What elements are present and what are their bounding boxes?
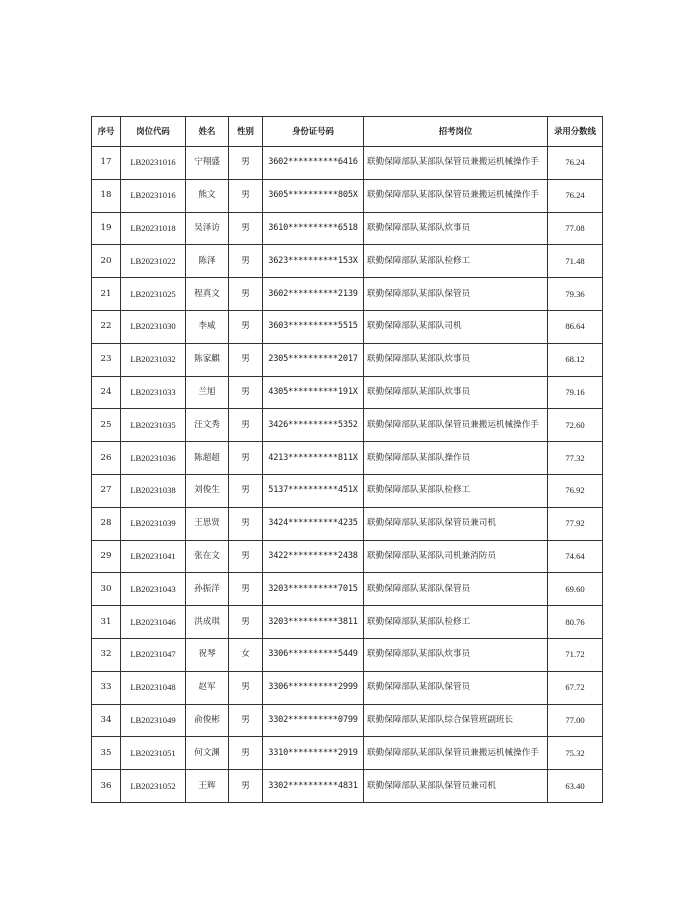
- cell-position: 联勤保障部队某部队综合保管班副班长: [364, 704, 548, 737]
- cell-position-code: LB20231018: [121, 212, 186, 245]
- cell-position: 联勤保障部队某部队检修工: [364, 474, 548, 507]
- table-body: [92, 147, 603, 803]
- recruitment-table: [91, 116, 603, 803]
- cell-gender: 男: [229, 376, 263, 409]
- cell-name: 吴泽访: [186, 212, 229, 245]
- cell-position-code: LB20231038: [121, 474, 186, 507]
- cell-name: 陈泽: [186, 245, 229, 278]
- cell-no: 25: [92, 409, 121, 442]
- cell-position: 联勤保障部队某部队炊事员: [364, 343, 548, 376]
- cell-position-code: LB20231041: [121, 540, 186, 573]
- table-row: [92, 245, 603, 278]
- cell-position: 联勤保障部队某部队保管员兼搬运机械操作手: [364, 179, 548, 212]
- cell-gender: 男: [229, 474, 263, 507]
- cell-id-number: 3422**********2438: [263, 540, 364, 573]
- cell-score: 77.00: [548, 704, 603, 737]
- cell-name: 宁翔盛: [186, 147, 229, 180]
- table-row: [92, 442, 603, 475]
- cell-position-code: LB20231047: [121, 638, 186, 671]
- cell-id-number: 3203**********7015: [263, 573, 364, 606]
- table-row: [92, 638, 603, 671]
- cell-id-number: 3306**********5449: [263, 638, 364, 671]
- cell-id-number: 4305**********191X: [263, 376, 364, 409]
- cell-no: 29: [92, 540, 121, 573]
- header-name: 姓名: [186, 117, 229, 147]
- cell-gender: 男: [229, 606, 263, 639]
- cell-score: 72.60: [548, 409, 603, 442]
- cell-gender: 男: [229, 442, 263, 475]
- cell-id-number: 3602**********6416: [263, 147, 364, 180]
- header-gender: 性别: [229, 117, 263, 147]
- cell-no: 35: [92, 737, 121, 770]
- cell-gender: 男: [229, 147, 263, 180]
- table-row: [92, 573, 603, 606]
- table-row: [92, 737, 603, 770]
- cell-name: 祝琴: [186, 638, 229, 671]
- cell-position: 联勤保障部队某部队司机: [364, 310, 548, 343]
- cell-position: 联勤保障部队某部队保管员: [364, 573, 548, 606]
- table-row: [92, 343, 603, 376]
- cell-score: 75.32: [548, 737, 603, 770]
- cell-score: 79.16: [548, 376, 603, 409]
- cell-position: 联勤保障部队某部队保管员兼司机: [364, 507, 548, 540]
- cell-id-number: 3426**********5352: [263, 409, 364, 442]
- cell-position-code: LB20231046: [121, 606, 186, 639]
- cell-name: 王思贤: [186, 507, 229, 540]
- cell-no: 18: [92, 179, 121, 212]
- table-row: [92, 507, 603, 540]
- cell-no: 27: [92, 474, 121, 507]
- cell-position-code: LB20231051: [121, 737, 186, 770]
- cell-score: 77.08: [548, 212, 603, 245]
- cell-score: 71.72: [548, 638, 603, 671]
- cell-id-number: 3310**********2919: [263, 737, 364, 770]
- cell-no: 26: [92, 442, 121, 475]
- cell-name: 李威: [186, 310, 229, 343]
- cell-id-number: 3603**********5515: [263, 310, 364, 343]
- cell-score: 76.92: [548, 474, 603, 507]
- table-row: [92, 770, 603, 803]
- cell-position-code: LB20231033: [121, 376, 186, 409]
- cell-id-number: 2305**********2017: [263, 343, 364, 376]
- header-position-code: 岗位代码: [121, 117, 186, 147]
- cell-name: 陈家麒: [186, 343, 229, 376]
- table-row: [92, 474, 603, 507]
- cell-position-code: LB20231049: [121, 704, 186, 737]
- cell-no: 24: [92, 376, 121, 409]
- cell-score: 74.64: [548, 540, 603, 573]
- cell-name: 俞俊彬: [186, 704, 229, 737]
- cell-position-code: LB20231032: [121, 343, 186, 376]
- cell-position-code: LB20231052: [121, 770, 186, 803]
- cell-score: 67.72: [548, 671, 603, 704]
- cell-position: 联勤保障部队某部队保管员兼搬运机械操作手: [364, 147, 548, 180]
- cell-id-number: 3424**********4235: [263, 507, 364, 540]
- cell-gender: 男: [229, 245, 263, 278]
- header-no: 序号: [92, 117, 121, 147]
- cell-name: 熊文: [186, 179, 229, 212]
- cell-no: 30: [92, 573, 121, 606]
- cell-gender: 男: [229, 573, 263, 606]
- cell-no: 28: [92, 507, 121, 540]
- table-header-row: [92, 117, 603, 147]
- cell-no: 36: [92, 770, 121, 803]
- table-row: [92, 147, 603, 180]
- table-row: [92, 704, 603, 737]
- cell-position: 联勤保障部队某部队保管员兼搬运机械操作手: [364, 409, 548, 442]
- cell-score: 76.24: [548, 179, 603, 212]
- cell-score: 63.40: [548, 770, 603, 803]
- cell-position-code: LB20231043: [121, 573, 186, 606]
- cell-no: 17: [92, 147, 121, 180]
- header-position: 招考岗位: [364, 117, 548, 147]
- cell-id-number: 3203**********3811: [263, 606, 364, 639]
- cell-position: 联勤保障部队某部队检修工: [364, 245, 548, 278]
- cell-score: 76.24: [548, 147, 603, 180]
- table-row: [92, 671, 603, 704]
- cell-position: 联勤保障部队某部队司机兼消防员: [364, 540, 548, 573]
- table-row: [92, 409, 603, 442]
- cell-id-number: 5137**********451X: [263, 474, 364, 507]
- cell-score: 71.48: [548, 245, 603, 278]
- cell-id-number: 3610**********6518: [263, 212, 364, 245]
- cell-gender: 男: [229, 212, 263, 245]
- cell-id-number: 3302**********0799: [263, 704, 364, 737]
- table-row: [92, 310, 603, 343]
- cell-name: 何文渊: [186, 737, 229, 770]
- cell-no: 22: [92, 310, 121, 343]
- cell-gender: 男: [229, 179, 263, 212]
- cell-score: 77.92: [548, 507, 603, 540]
- cell-position: 联勤保障部队某部队保管员兼搬运机械操作手: [364, 737, 548, 770]
- cell-position-code: LB20231016: [121, 147, 186, 180]
- cell-position-code: LB20231035: [121, 409, 186, 442]
- cell-name: 兰旭: [186, 376, 229, 409]
- cell-id-number: 4213**********811X: [263, 442, 364, 475]
- cell-gender: 男: [229, 310, 263, 343]
- cell-gender: 男: [229, 507, 263, 540]
- cell-position: 联勤保障部队某部队保管员: [364, 278, 548, 311]
- cell-position-code: LB20231048: [121, 671, 186, 704]
- cell-score: 80.76: [548, 606, 603, 639]
- cell-position-code: LB20231016: [121, 179, 186, 212]
- cell-position: 联勤保障部队某部队炊事员: [364, 212, 548, 245]
- cell-name: 陈超超: [186, 442, 229, 475]
- cell-id-number: 3302**********4831: [263, 770, 364, 803]
- cell-position-code: LB20231039: [121, 507, 186, 540]
- cell-no: 23: [92, 343, 121, 376]
- cell-name: 张在文: [186, 540, 229, 573]
- header-id-number: 身份证号码: [263, 117, 364, 147]
- cell-score: 79.36: [548, 278, 603, 311]
- cell-name: 王辉: [186, 770, 229, 803]
- cell-no: 31: [92, 606, 121, 639]
- cell-name: 刘俊生: [186, 474, 229, 507]
- cell-id-number: 3605**********805X: [263, 179, 364, 212]
- cell-gender: 男: [229, 343, 263, 376]
- cell-position: 联勤保障部队某部队检修工: [364, 606, 548, 639]
- cell-gender: 男: [229, 409, 263, 442]
- cell-position-code: LB20231036: [121, 442, 186, 475]
- cell-id-number: 3623**********153X: [263, 245, 364, 278]
- header-score: 录用分数线: [548, 117, 603, 147]
- cell-gender: 男: [229, 704, 263, 737]
- table-row: [92, 278, 603, 311]
- cell-position: 联勤保障部队某部队炊事员: [364, 376, 548, 409]
- cell-position-code: LB20231030: [121, 310, 186, 343]
- cell-position: 联勤保障部队某部队操作员: [364, 442, 548, 475]
- table-row: [92, 376, 603, 409]
- cell-gender: 男: [229, 737, 263, 770]
- cell-name: 赵军: [186, 671, 229, 704]
- cell-gender: 男: [229, 671, 263, 704]
- table-row: [92, 540, 603, 573]
- cell-name: 程真文: [186, 278, 229, 311]
- cell-no: 20: [92, 245, 121, 278]
- cell-position-code: LB20231022: [121, 245, 186, 278]
- cell-gender: 女: [229, 638, 263, 671]
- table-row: [92, 212, 603, 245]
- cell-position: 联勤保障部队某部队保管员: [364, 671, 548, 704]
- cell-no: 19: [92, 212, 121, 245]
- cell-no: 21: [92, 278, 121, 311]
- cell-gender: 男: [229, 278, 263, 311]
- cell-no: 34: [92, 704, 121, 737]
- table-row: [92, 179, 603, 212]
- cell-position: 联勤保障部队某部队炊事员: [364, 638, 548, 671]
- cell-no: 33: [92, 671, 121, 704]
- cell-gender: 男: [229, 540, 263, 573]
- cell-position: 联勤保障部队某部队保管员兼司机: [364, 770, 548, 803]
- cell-gender: 男: [229, 770, 263, 803]
- cell-score: 86.64: [548, 310, 603, 343]
- table-row: [92, 606, 603, 639]
- cell-id-number: 3602**********2139: [263, 278, 364, 311]
- cell-score: 69.60: [548, 573, 603, 606]
- cell-score: 77.32: [548, 442, 603, 475]
- cell-name: 孙振洋: [186, 573, 229, 606]
- cell-score: 68.12: [548, 343, 603, 376]
- cell-name: 洪成琪: [186, 606, 229, 639]
- cell-position-code: LB20231025: [121, 278, 186, 311]
- cell-id-number: 3306**********2999: [263, 671, 364, 704]
- cell-name: 汪文秀: [186, 409, 229, 442]
- cell-no: 32: [92, 638, 121, 671]
